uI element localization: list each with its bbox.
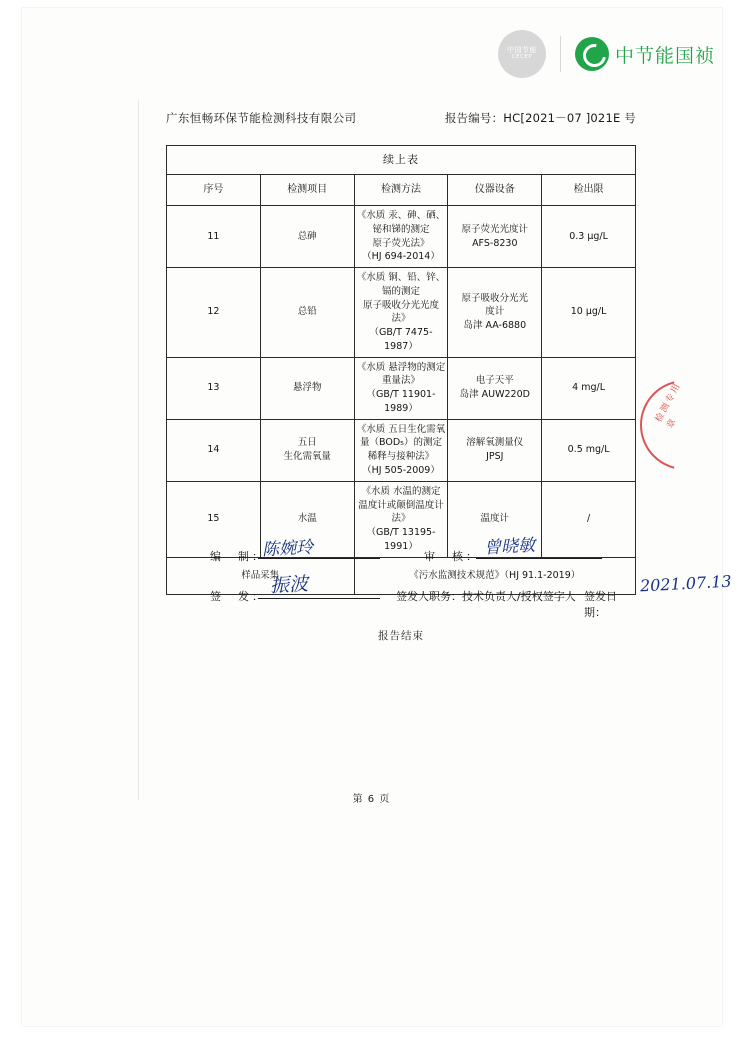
row-method [354,419,448,481]
device-line: 溶解氧测量仪 [466,437,524,449]
row-item [260,419,354,481]
device-line: 温度计 [480,513,510,525]
device-line: JPSJ [486,451,504,463]
report-end-label: 报告结束 [378,630,424,642]
row-no: 13 [167,357,261,419]
method-line: （GB/T 13195-1991） [366,527,436,552]
row-no: 11 [167,206,261,268]
method-line: 《水质 汞、砷、硒、铋和锑的测定 [356,210,446,235]
column-header-item: 检测项目 [260,175,354,206]
results-table [166,145,636,595]
table-row [167,419,636,481]
method-line: 稀释与接种法》 [367,451,435,463]
row-item: 总铅 [260,268,354,358]
method-line: （GB/T 11901-1989） [366,389,436,414]
row-device [448,419,542,481]
sign-date-label: 签发日期： [584,590,617,619]
row-item: 悬浮物 [260,357,354,419]
cecep-seal-line1: 中国节能 [506,46,537,55]
device-line: 电子天平 [475,375,514,387]
brand-logo-band [498,26,715,82]
method-line: 《水质 悬浮物的测定 重量法》 [356,361,446,387]
row-device [448,206,542,268]
cecep-seal-icon [498,30,546,78]
device-line: 原子荧光光度计 [461,223,529,235]
signer-post-label: 签发人职务：技术负责人/授权签字人 [396,590,576,603]
row-method [354,206,448,268]
column-header-no: 序号 [167,175,261,206]
row-method [354,268,448,358]
compile-label: 编 制： [210,550,266,563]
company-logo [575,37,715,71]
sample-collection-label: 样品采集 [167,557,355,594]
device-line: 度计 [485,306,505,318]
row-limit: 0.5 mg/L [542,419,636,481]
row-limit: 0.3 μg/L [542,206,636,268]
row-item: 水温 [260,481,354,557]
method-line: （HJ 505-2009） [362,465,440,477]
row-item: 总砷 [260,206,354,268]
device-line: AFS-8230 [472,237,518,249]
device-line: 岛津 AA-6880 [463,320,527,332]
row-device [448,357,542,419]
report-number: 报告编号：HC[2021－07 ]021E 号 [444,111,636,125]
column-header-method: 检测方法 [354,175,448,206]
document-header [166,110,636,126]
table-row [167,206,636,268]
table-title-row [167,146,636,175]
compile-signature-value: 陈婉玲 [261,537,314,561]
method-line: 原子荧光法》 [372,237,430,249]
page-footer: 第 6 页 [352,794,391,805]
device-line: 原子吸收分光光 [461,292,529,304]
review-label: 审 核： [424,550,480,563]
row-device [448,268,542,358]
review-signature-value: 曾晓敏 [483,535,536,559]
device-line: 岛津 AUW220D [459,389,530,401]
column-header-limit: 检出限 [542,175,636,206]
item-line: 五日 [297,437,317,449]
signature-row-issue [166,571,733,619]
results-table-wrapper [166,145,636,595]
method-line: 《水质 铜、铅、锌、镉的测定 [356,272,446,297]
issuing-company: 广东恒畅环保节能检测科技有限公司 [166,111,357,125]
red-seal-text: 检测专用章 [653,380,684,431]
item-line: 生化需氧量 [283,451,331,463]
column-header-device: 仪器设备 [448,175,542,206]
green-circle-icon [575,37,609,71]
method-line: （GB/T 7475-1987） [369,327,433,352]
row-limit: / [542,481,636,557]
company-logo-text: 中节能国祯 [614,44,715,67]
method-line: 《水质 水温的测定 温度计或颠倒温度计法》 [358,485,444,525]
table-title: 续上表 [167,146,636,175]
table-row [167,268,636,358]
sample-collection-value: 《污水监测技术规范》（HJ 91.1-2019） [354,557,635,594]
issue-label: 签 发： [210,590,266,603]
row-no: 14 [167,419,261,481]
table-header-row [167,175,636,206]
paper-fold-line [138,100,139,800]
row-no: 15 [167,481,261,557]
row-limit: 4 mg/L [542,357,636,419]
table-row [167,357,636,419]
sign-date-value: 2021.07.13 [639,571,733,596]
method-line: 《水质 五日生化需氧量（BOD₅）的测定 [356,423,446,449]
method-line: 原子吸收分光光度法》 [362,299,439,325]
row-limit: 10 μg/L [542,268,636,358]
logo-divider [560,36,561,72]
issue-signature-value: 振波 [269,573,309,597]
cecep-seal-line2: CECEP [511,53,533,60]
method-line: （HJ 694-2014） [362,251,440,263]
row-method [354,357,448,419]
row-no: 12 [167,268,261,358]
